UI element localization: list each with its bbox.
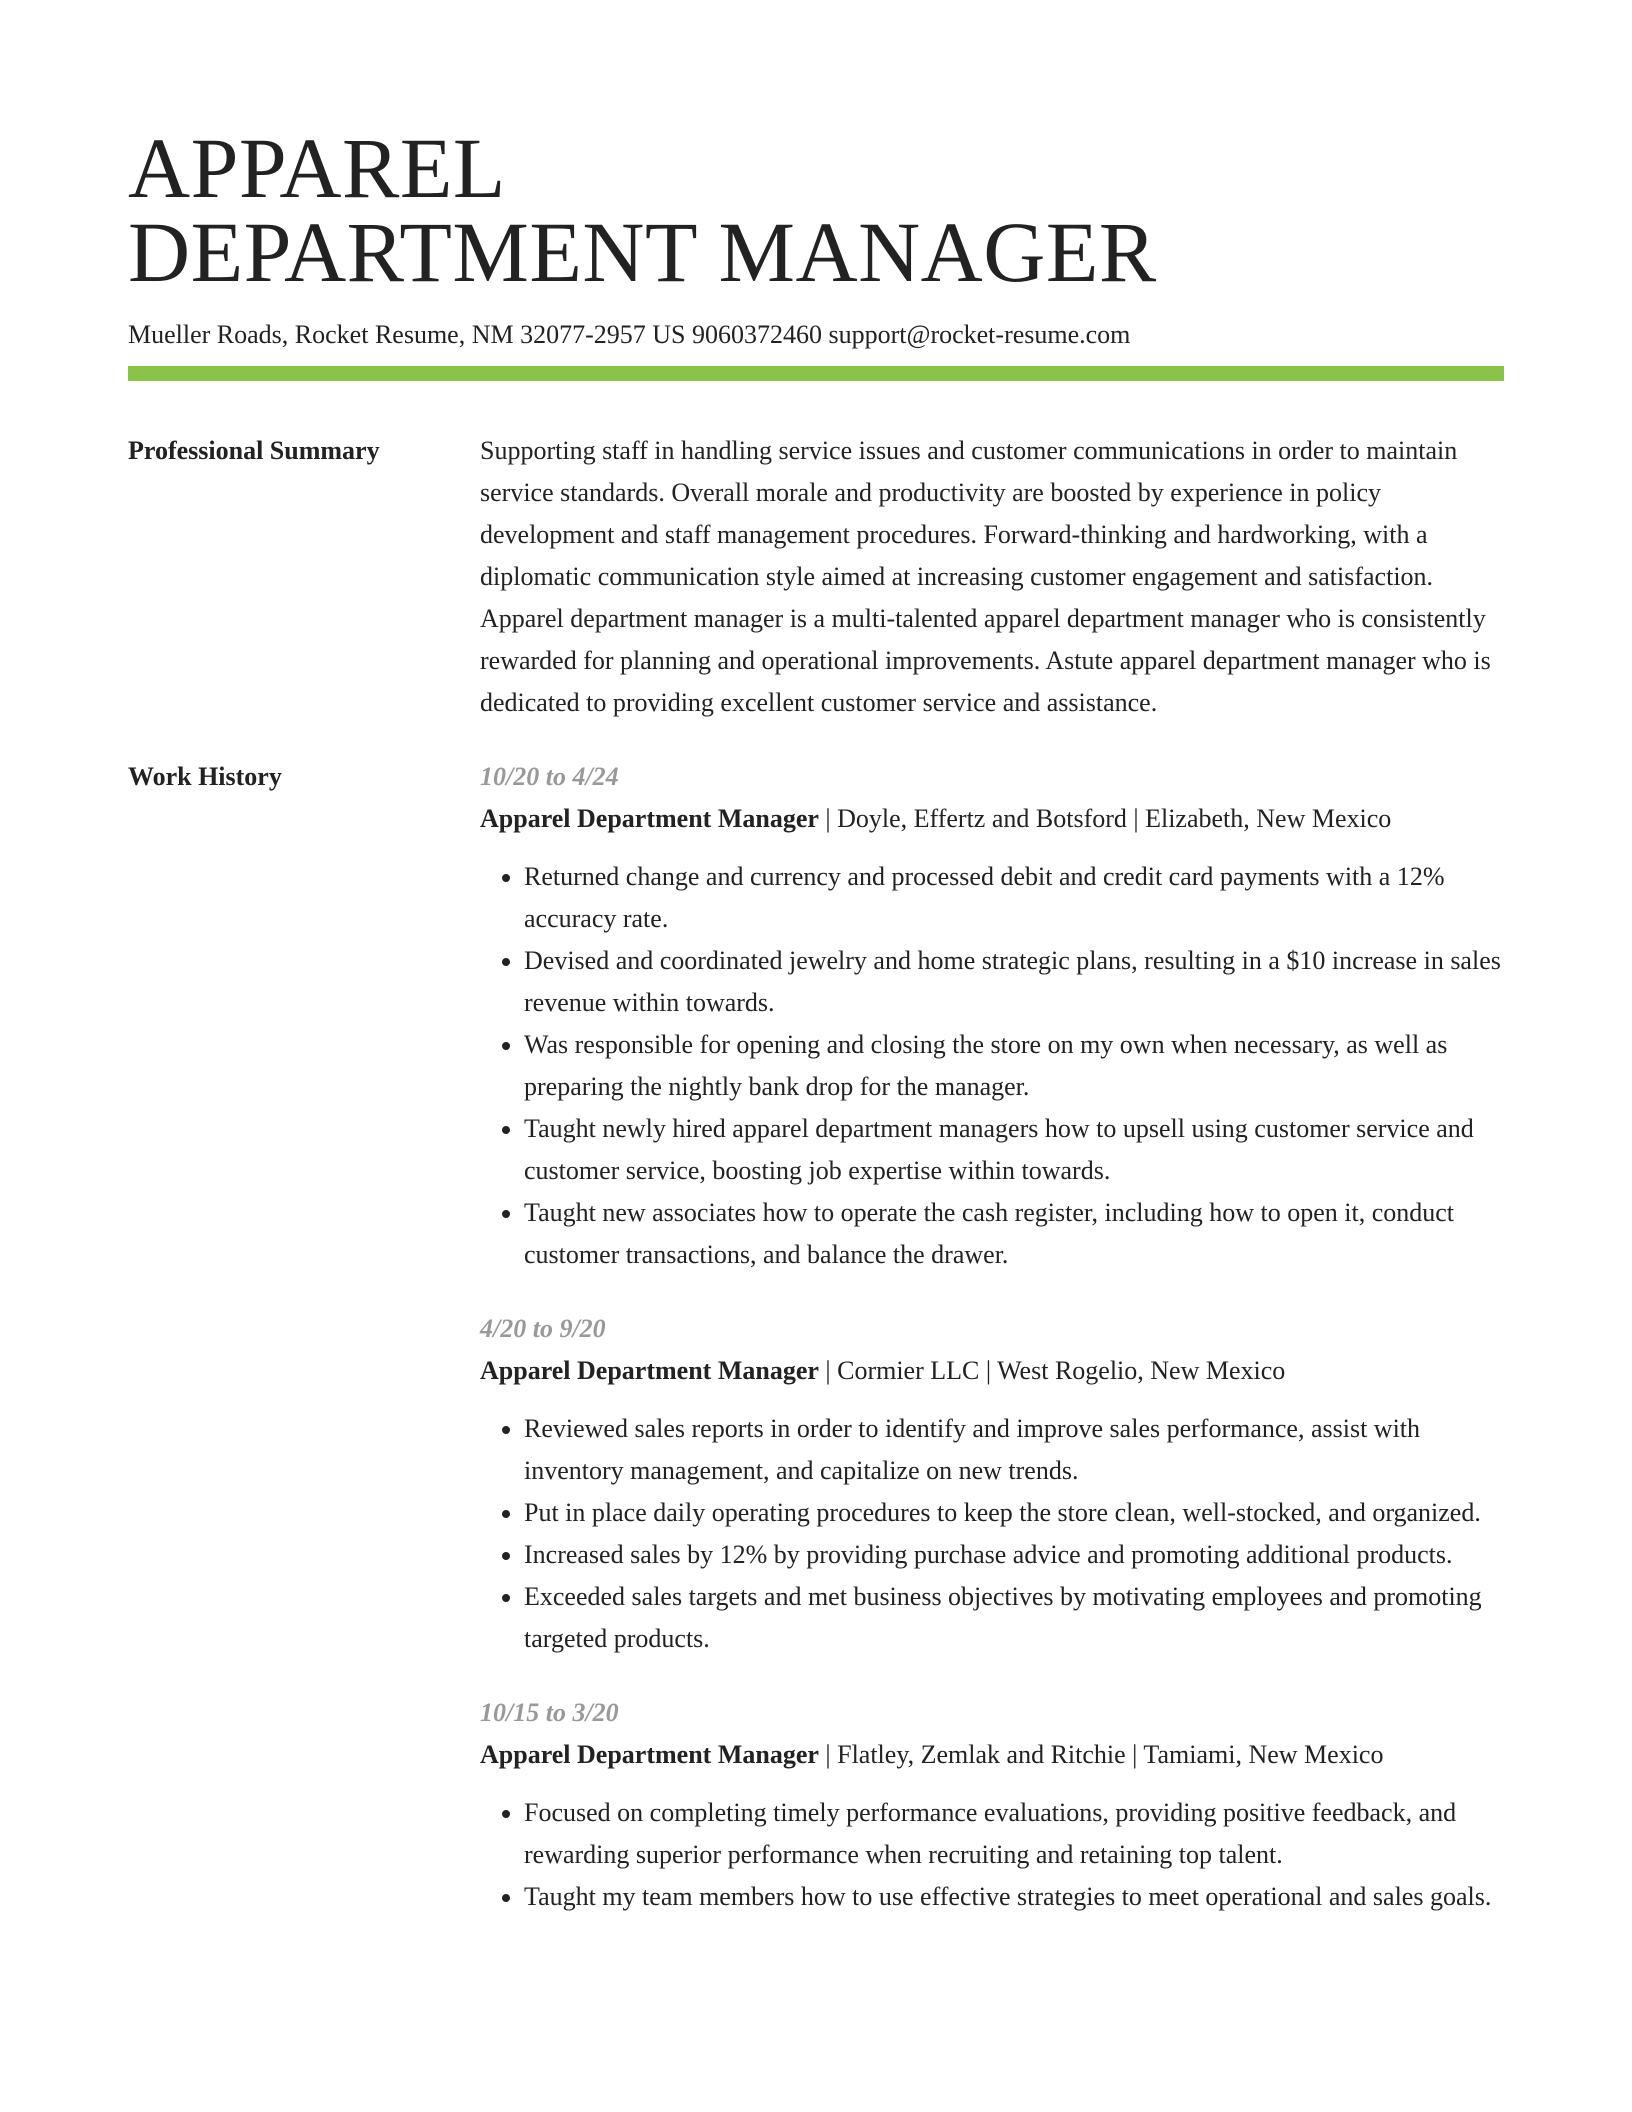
professional-summary-section (128, 430, 1504, 724)
section-label-work-history: Work History (128, 762, 282, 791)
section-label-summary: Professional Summary (128, 436, 380, 465)
job-entry (480, 1692, 1504, 1918)
job-bullet: • Exceeded sales targets and met business objectives by motivating employees and promoting targeted products. (524, 1576, 1504, 1660)
job-dates: 10/15 to 3/20 (480, 1698, 619, 1727)
contact-info: Mueller Roads, Rocket Resume, NM 32077-2957 US 9060372460 support@rocket-resume.com (128, 320, 1131, 349)
job-bullet: • Was responsible for opening and closing the store on my own when necessary, as well as preparing the nightly bank drop for the manager. (524, 1024, 1504, 1108)
resume-title-line-2: DEPARTMENT MANAGER (128, 204, 1157, 300)
job-bullet: • Focused on completing timely performance evaluations, providing positive feedback, and rewarding superior performance when recruiting and retaining top talent. (524, 1792, 1504, 1876)
job-details: | Flatley, Zemlak and Ritchie | Tamiami, New Mexico (818, 1740, 1384, 1769)
job-bullet: • Increased sales by 12% by providing purchase advice and promoting additional products. (524, 1534, 1504, 1576)
job-bullet: • Reviewed sales reports in order to identify and improve sales performance, assist with inventory management, and capitalize on new trends. (524, 1408, 1504, 1492)
job-bullets (480, 1792, 1504, 1918)
job-bullet: • Devised and coordinated jewelry and home strategic plans, resulting in a $10 increase in sales revenue within towards. (524, 940, 1504, 1024)
job-bullet: • Returned change and currency and processed debit and credit card payments with a 12% accuracy rate. (524, 856, 1504, 940)
work-history-body (480, 756, 1504, 1950)
job-bullets (480, 856, 1504, 1276)
job-details: | Doyle, Effertz and Botsford | Elizabeth, New Mexico (818, 804, 1392, 833)
job-entry (480, 1308, 1504, 1660)
job-bullets (480, 1408, 1504, 1660)
job-bullet: • Put in place daily operating procedures to keep the store clean, well-stocked, and organized. (524, 1492, 1504, 1534)
summary-text: Supporting staff in handling service issues and customer communications in order to maintain service standards. Overall morale and productivity are boosted by experience in policy development and staff management procedures. Forward-thinking and hardworking, with a diplomatic communication style aimed at increasing customer engagement and satisfaction. Apparel department manager is a multi-talented apparel department manager who is consistently rewarded for planning and operational improvements. Astute apparel department manager who is dedicated to providing excellent customer service and assistance. (480, 436, 1491, 717)
job-dates: 10/20 to 4/24 (480, 762, 619, 791)
job-heading (480, 798, 1504, 840)
job-title: Apparel Department Manager (480, 1740, 819, 1769)
accent-divider (128, 366, 1504, 381)
resume-title-line-1: APPAREL (128, 120, 506, 216)
job-heading (480, 1350, 1504, 1392)
resume-page (128, 0, 1504, 1950)
job-bullet: • Taught newly hired apparel department managers how to upsell using customer service and customer service, boosting job expertise within towards. (524, 1108, 1504, 1192)
job-heading (480, 1734, 1504, 1776)
work-history-section (128, 756, 1504, 1950)
job-dates: 4/20 to 9/20 (480, 1314, 606, 1343)
job-title: Apparel Department Manager (480, 804, 819, 833)
job-entry (480, 756, 1504, 1276)
resume-title (128, 0, 1504, 300)
job-bullet: • Taught new associates how to operate the cash register, including how to open it, conduct customer transactions, and balance the drawer. (524, 1192, 1504, 1276)
job-details: | Cormier LLC | West Rogelio, New Mexico (818, 1356, 1286, 1385)
job-title: Apparel Department Manager (480, 1356, 819, 1385)
job-bullet: • Taught my team members how to use effective strategies to meet operational and sales goals. (524, 1876, 1504, 1918)
summary-body (480, 430, 1504, 724)
